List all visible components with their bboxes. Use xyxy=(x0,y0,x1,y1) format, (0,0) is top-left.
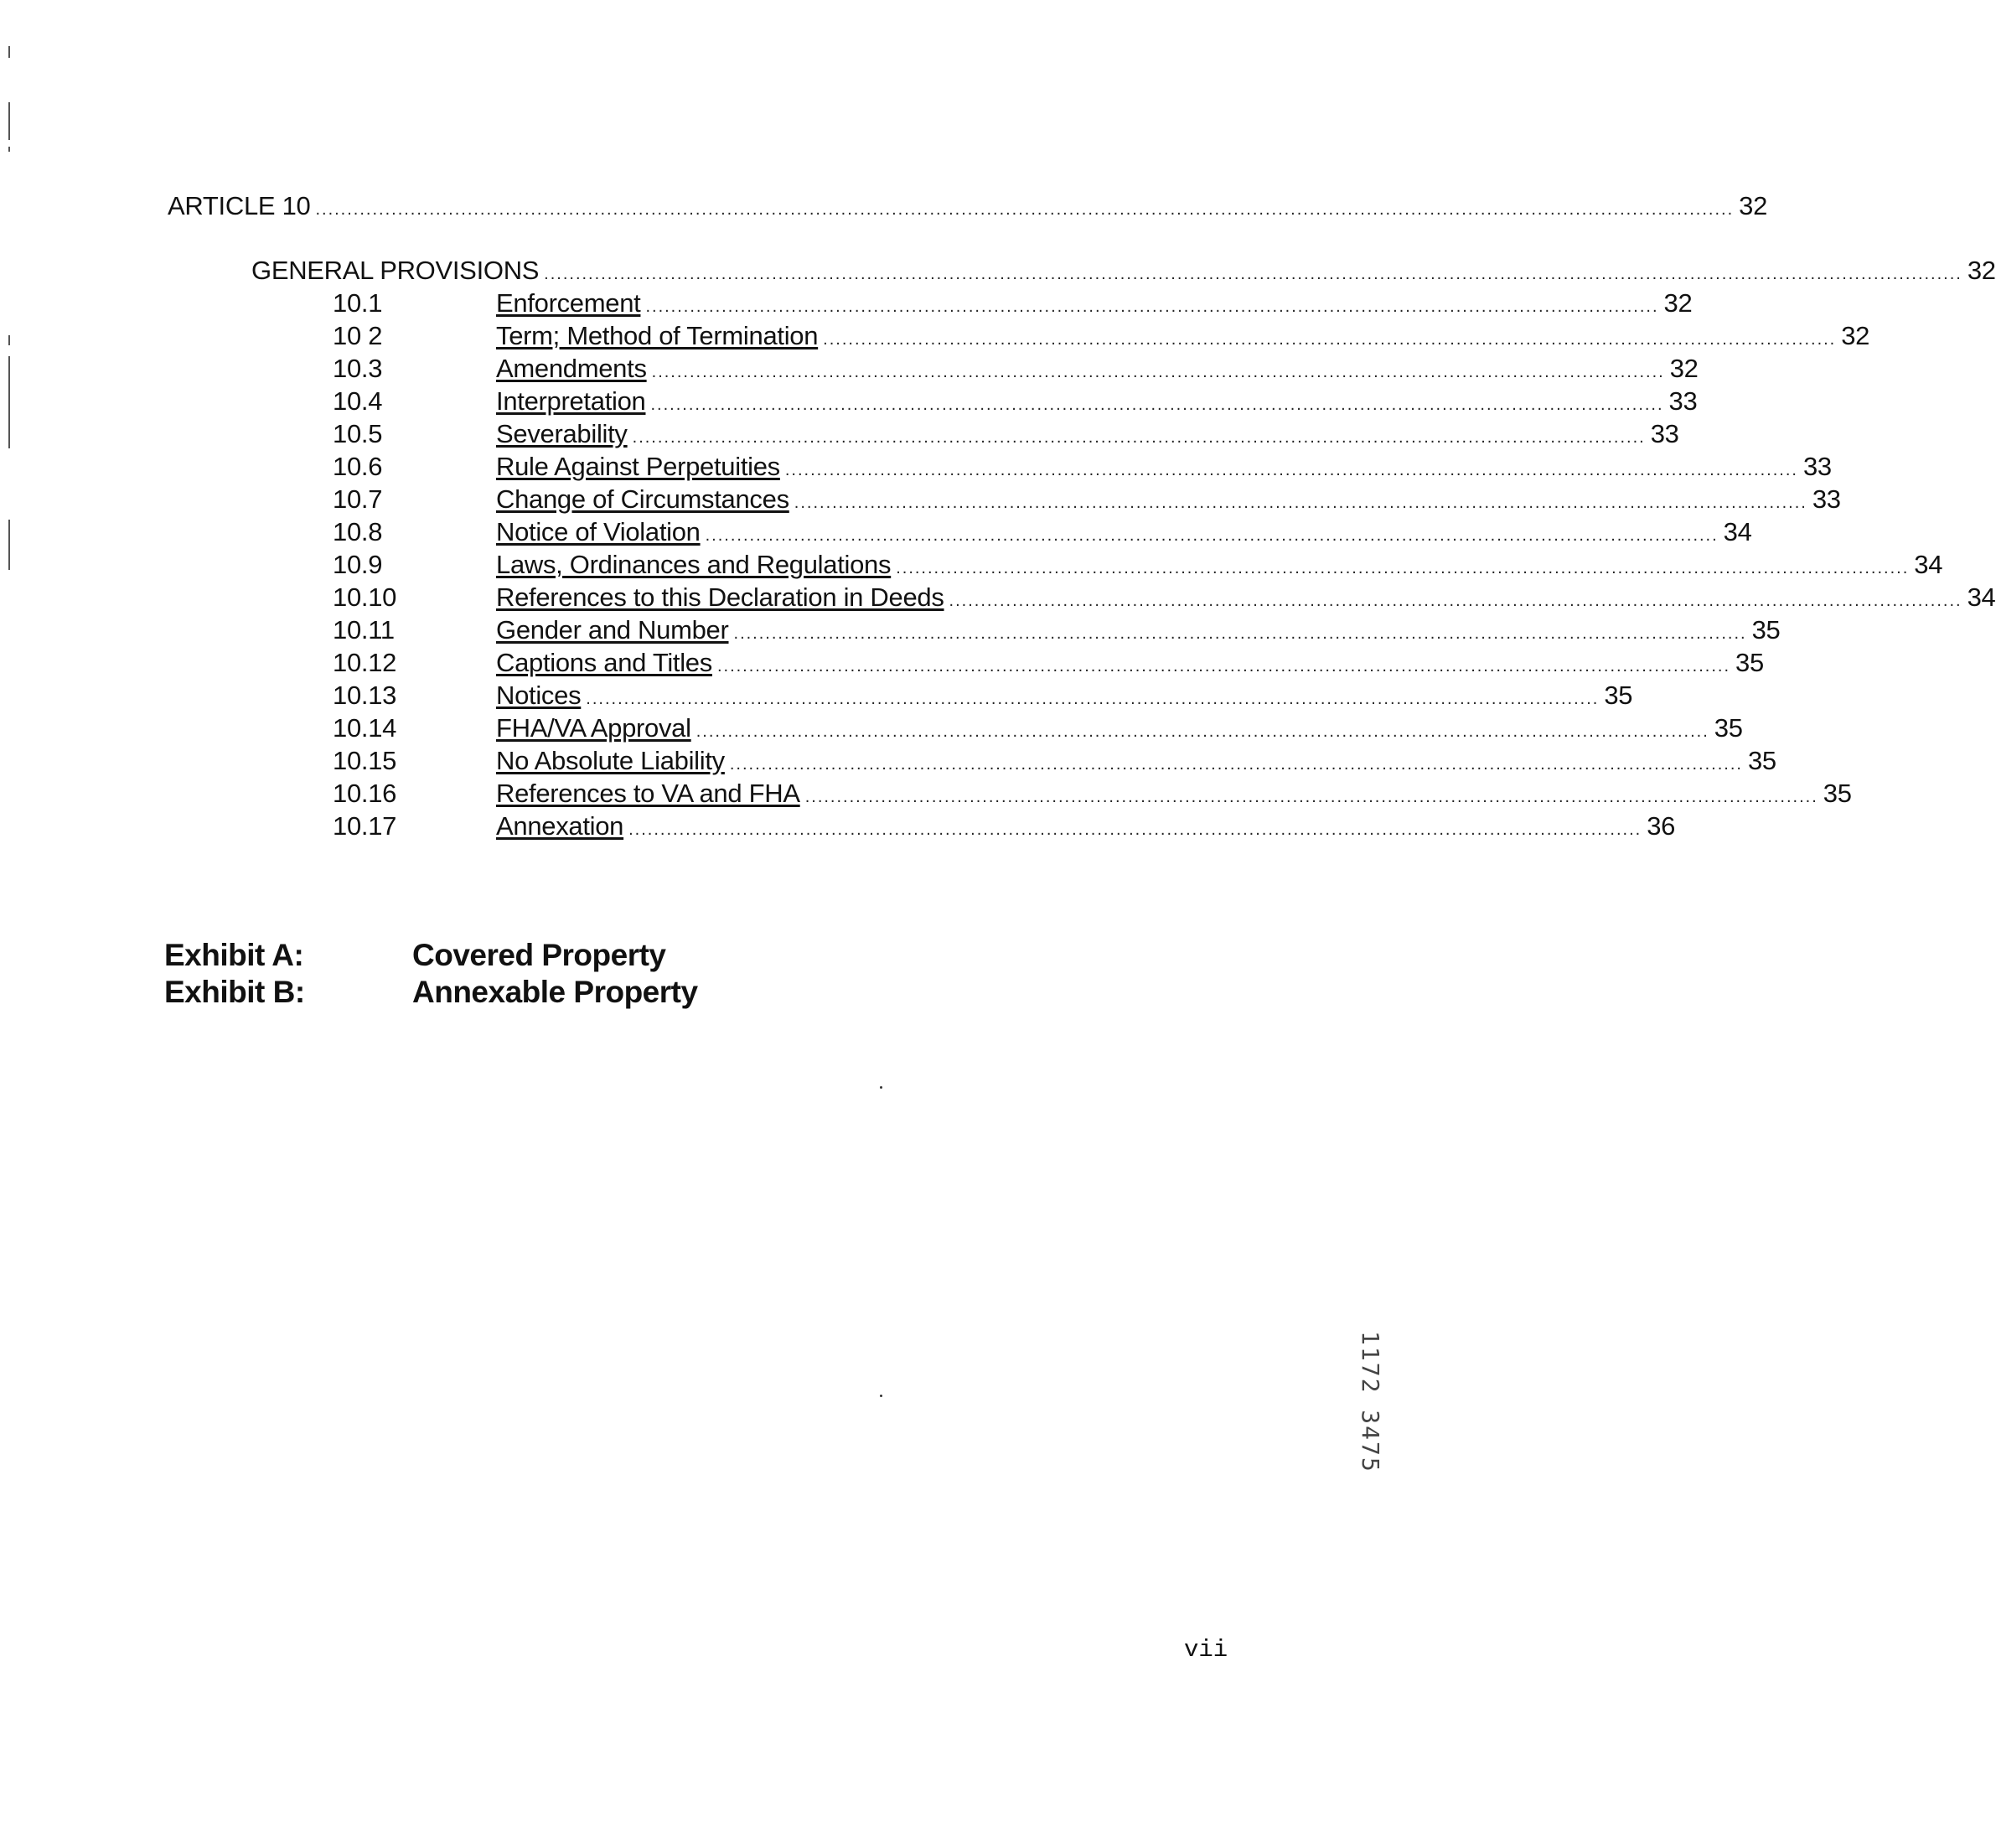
article-label: ARTICLE 10 xyxy=(168,191,311,220)
toc-entry xyxy=(496,288,1693,318)
entry-title: Enforcement xyxy=(496,288,641,318)
section-label: GENERAL PROVISIONS xyxy=(251,256,540,285)
leader-dots: ................................................................................................................................................................ xyxy=(729,755,1743,774)
entry-page: 34 xyxy=(1723,517,1752,546)
toc-entry xyxy=(496,648,1764,678)
entry-number: 10.13 xyxy=(333,681,397,710)
speck xyxy=(880,1395,882,1397)
entry-title: Rule Against Perpetuities xyxy=(496,452,780,481)
toc-entry xyxy=(496,419,1679,449)
toc-section-line xyxy=(251,256,1996,286)
page-number: vii xyxy=(1184,1636,1228,1664)
entry-title: Notices xyxy=(496,681,582,710)
entry-page: 32 xyxy=(1669,354,1699,383)
entry-number: 10.5 xyxy=(333,419,383,448)
recording-stamp: 1172 3475 xyxy=(1357,1331,1384,1473)
entry-page: 33 xyxy=(1650,419,1679,448)
entry-page: 34 xyxy=(1967,582,1996,612)
entry-title: Change of Circumstances xyxy=(496,484,789,514)
leader-dots: ................................................................................................................................................................ xyxy=(804,788,1818,806)
entry-number: 10.1 xyxy=(333,288,383,318)
toc-entry xyxy=(496,517,1752,547)
entry-title: Laws, Ordinances and Regulations xyxy=(496,550,892,579)
entry-number: 10.4 xyxy=(333,386,383,416)
entry-number: 10.11 xyxy=(333,615,395,644)
toc-entry xyxy=(496,550,1943,580)
toc-entry xyxy=(496,713,1743,743)
entry-page: 35 xyxy=(1823,779,1852,808)
leader-dots: ................................................................................................................................................................ xyxy=(716,657,1731,676)
entry-page: 33 xyxy=(1802,452,1832,481)
entry-number: 10.3 xyxy=(333,354,383,383)
scan-mark xyxy=(8,46,10,58)
exhibit-title: Covered Property xyxy=(412,938,666,972)
scan-mark xyxy=(8,102,10,140)
leader-dots: ................................................................................................................................................................ xyxy=(695,722,1709,741)
leader-dots: ................................................................................................................................................................ xyxy=(650,396,1664,414)
entry-title: Severability xyxy=(496,419,628,448)
entry-number: 10.9 xyxy=(333,550,383,579)
entry-page: 32 xyxy=(1841,321,1870,350)
leader-dots: ................................................................................................................................................................ xyxy=(949,592,1962,610)
entry-page: 33 xyxy=(1812,484,1841,514)
toc-entry xyxy=(496,321,1870,351)
leader-dots: ................................................................................................................................................................ xyxy=(896,559,1910,577)
entry-title: No Absolute Liability xyxy=(496,746,725,775)
entry-page: 35 xyxy=(1747,746,1776,775)
entry-page: 35 xyxy=(1604,681,1633,710)
scan-mark xyxy=(8,147,10,152)
entry-number: 10.17 xyxy=(333,811,397,841)
entry-title: Interpretation xyxy=(496,386,646,416)
entry-title: Gender and Number xyxy=(496,615,729,644)
entry-page: 35 xyxy=(1735,648,1764,677)
entry-title: FHA/VA Approval xyxy=(496,713,691,743)
leader-dots: ................................................................................................................................................................ xyxy=(586,690,1600,708)
entry-title: Term; Method of Termination xyxy=(496,321,819,350)
entry-page: 35 xyxy=(1751,615,1781,644)
entry-title: Captions and Titles xyxy=(496,648,712,677)
toc-entry xyxy=(496,615,1781,645)
entry-number: 10.6 xyxy=(333,452,383,481)
leader-dots: ................................................................................................................................................................................................................................ xyxy=(315,200,1735,219)
leader-dots: ................................................................................................................................................................ xyxy=(784,461,1798,479)
entry-number: 10.16 xyxy=(333,779,397,808)
leader-dots: ................................................................................................................................................................ xyxy=(628,820,1642,839)
entry-title: Annexation xyxy=(496,811,624,841)
toc-entry xyxy=(496,354,1699,384)
section-page: 32 xyxy=(1967,256,1996,285)
entry-page: 34 xyxy=(1914,550,1943,579)
entry-page: 32 xyxy=(1663,288,1693,318)
entry-title: Amendments xyxy=(496,354,647,383)
toc-entry xyxy=(496,582,1996,613)
toc-entry xyxy=(496,811,1676,841)
toc-entry xyxy=(496,681,1633,711)
leader-dots: ................................................................................................................................................................ xyxy=(645,298,1659,316)
article-page: 32 xyxy=(1739,191,1768,220)
scan-mark xyxy=(8,520,10,570)
entry-number: 10.14 xyxy=(333,713,397,743)
entry-page: 35 xyxy=(1714,713,1743,743)
leader-dots: ................................................................................................................................................................ xyxy=(794,494,1807,512)
scan-mark xyxy=(8,335,10,345)
exhibit-label: Exhibit A: xyxy=(164,938,304,972)
entry-title: References to VA and FHA xyxy=(496,779,800,808)
entry-number: 10.7 xyxy=(333,484,383,514)
leader-dots: ................................................................................................................................................................ xyxy=(823,330,1837,349)
entry-page: 33 xyxy=(1668,386,1698,416)
entry-number: 10.12 xyxy=(333,648,397,677)
toc-article-line xyxy=(168,191,1768,221)
entry-number: 10.8 xyxy=(333,517,383,546)
toc-entry xyxy=(496,484,1841,515)
leader-dots: ................................................................................................................................................................ xyxy=(651,363,1665,381)
entry-title: References to this Declaration in Deeds xyxy=(496,582,944,612)
leader-dots: ................................................................................................................................................................ xyxy=(705,526,1719,545)
leader-dots: ................................................................................................................................................................ xyxy=(733,624,1747,643)
toc-entry xyxy=(496,779,1852,809)
leader-dots: ................................................................................................................................................................................................................................ xyxy=(544,265,1962,283)
entry-title: Notice of Violation xyxy=(496,517,701,546)
leader-dots: ................................................................................................................................................................ xyxy=(632,428,1646,447)
exhibit-label: Exhibit B: xyxy=(164,975,305,1009)
entry-number: 10.15 xyxy=(333,746,397,775)
toc-entry xyxy=(496,452,1832,482)
toc-entry xyxy=(496,746,1776,776)
scan-mark xyxy=(8,356,10,448)
speck xyxy=(880,1086,882,1089)
entry-number: 10.10 xyxy=(333,582,397,612)
toc-entry xyxy=(496,386,1698,417)
entry-page: 36 xyxy=(1647,811,1676,841)
exhibit-title: Annexable Property xyxy=(412,975,698,1009)
entry-number: 10 2 xyxy=(333,321,383,350)
